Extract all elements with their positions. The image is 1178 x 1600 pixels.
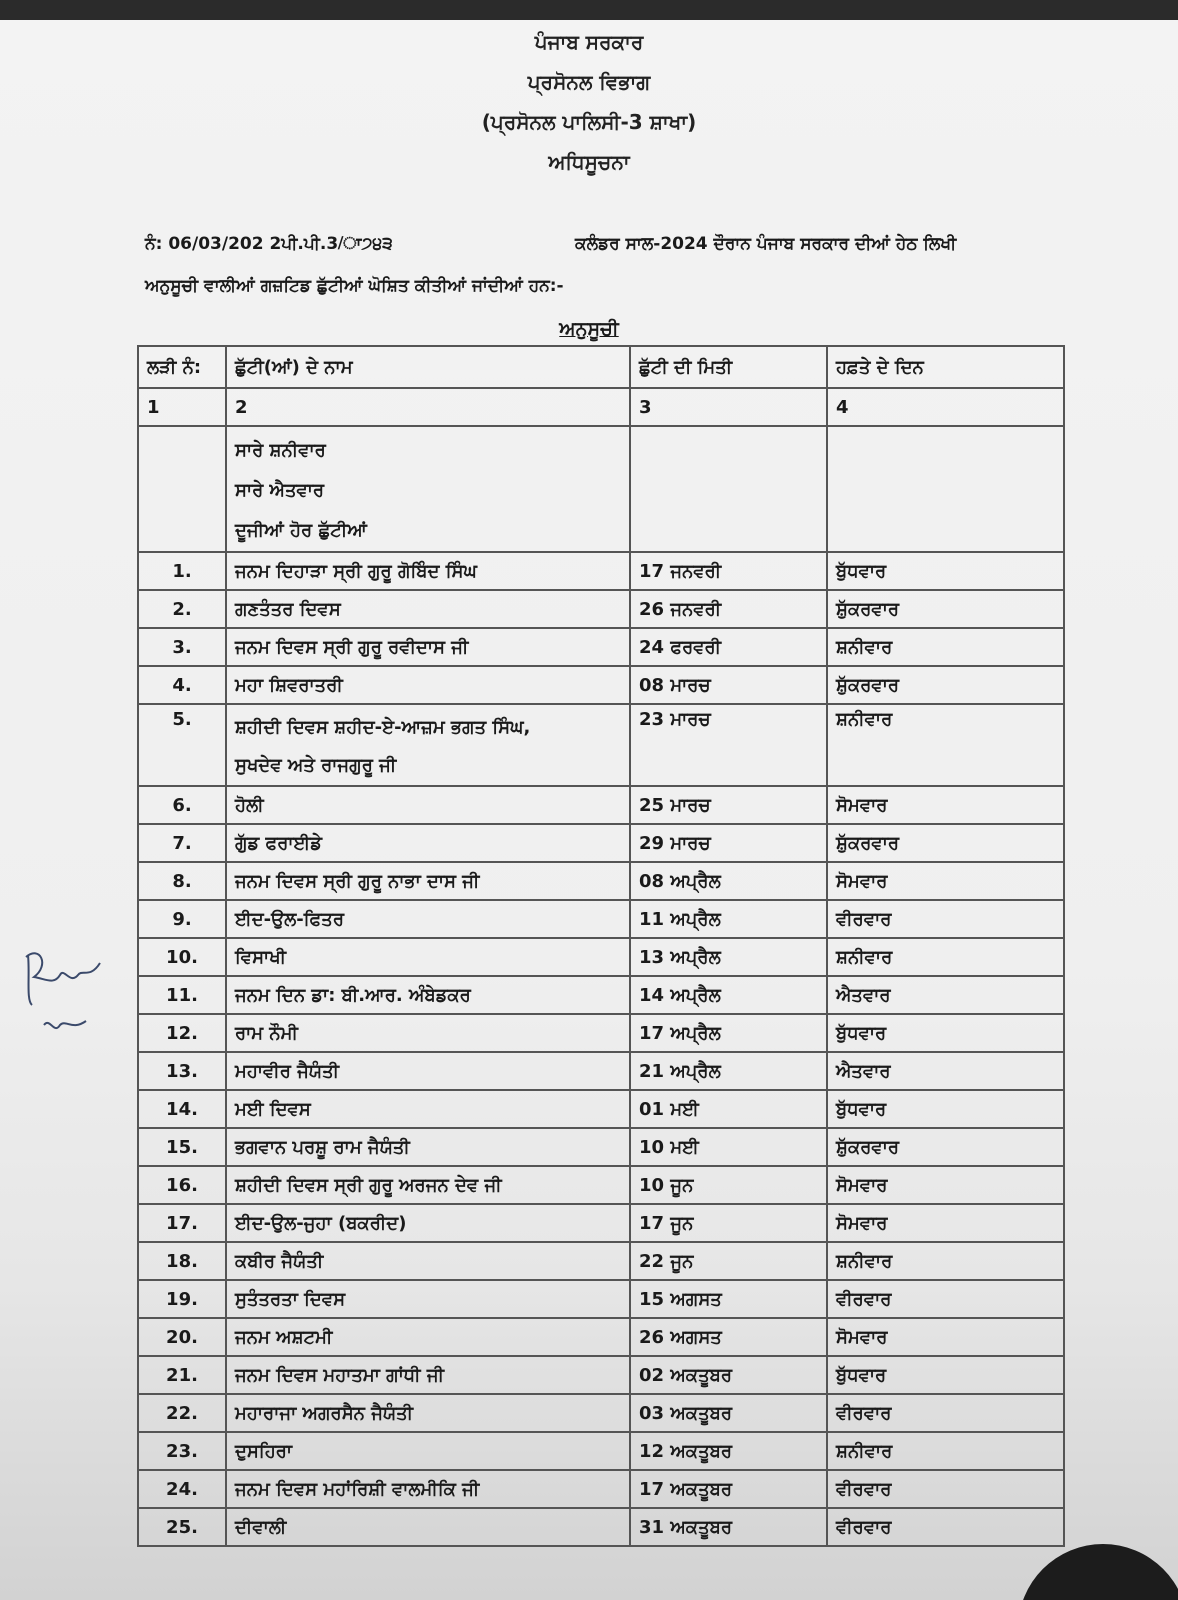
holiday-name-cell: ਸੁਤੰਤਰਤਾ ਦਿਵਸ bbox=[226, 1280, 630, 1318]
header-line-3: (ਪ੍ਰਸੋਨਲ ਪਾਲਿਸੀ-3 ਸ਼ਾਖਾ) bbox=[481, 110, 697, 134]
holiday-name-cell: ਜਨਮ ਦਿਵਸ ਸ੍ਰੀ ਗੁਰੂ ਰਵੀਦਾਸ ਜੀ bbox=[226, 628, 630, 666]
serial-cell: 5. bbox=[138, 704, 226, 786]
holiday-name-cell: ਜਨਮ ਦਿਵਸ ਮਹਾਤਮਾ ਗਾਂਧੀ ਜੀ bbox=[226, 1356, 630, 1394]
table-row bbox=[138, 824, 1064, 862]
table-row bbox=[138, 628, 1064, 666]
holiday-date-cell: 25 ਮਾਰਚ bbox=[630, 786, 827, 824]
holiday-date-cell: 17 ਅਕਤੂਬਰ bbox=[630, 1470, 827, 1508]
table-row bbox=[138, 590, 1064, 628]
holiday-date-cell: 08 ਅਪ੍ਰੈਲ bbox=[630, 862, 827, 900]
serial-cell: 8. bbox=[138, 862, 226, 900]
serial-cell: 10. bbox=[138, 938, 226, 976]
serial-cell: 24. bbox=[138, 1470, 226, 1508]
header-line-4: ਅਧਿਸੂਚਨਾ bbox=[548, 150, 630, 174]
header-name: ਛੁੱਟੀ(ਆਂ) ਦੇ ਨਾਮ bbox=[226, 346, 630, 388]
serial-cell: 16. bbox=[138, 1166, 226, 1204]
holiday-date-cell: 01 ਮਈ bbox=[630, 1090, 827, 1128]
holiday-date-cell: 10 ਮਈ bbox=[630, 1128, 827, 1166]
serial-cell: 11. bbox=[138, 976, 226, 1014]
holiday-date-cell: 17 ਜਨਵਰੀ bbox=[630, 552, 827, 590]
holiday-name-cell: ਮਹਾਰਾਜਾ ਅਗਰਸੈਨ ਜੈਯੰਤੀ bbox=[226, 1394, 630, 1432]
weekday-cell: ਸੋਮਵਾਰ bbox=[827, 1166, 1064, 1204]
weekday-cell: ਐਤਵਾਰ bbox=[827, 976, 1064, 1014]
header-date: ਛੁੱਟੀ ਦੀ ਮਿਤੀ bbox=[630, 346, 827, 388]
weekday-cell: ਵੀਰਵਾਰ bbox=[827, 1280, 1064, 1318]
reference-text-line-2: ਅਨੁਸੂਚੀ ਵਾਲੀਆਂ ਗਜ਼ਟਿਡ ਛੁੱਟੀਆਂ ਘੋਸ਼ਿਤ ਕੀਤੀਆਂ ਜਾਂਦੀਆਂ ਹਨ:- bbox=[145, 276, 564, 296]
holiday-date-cell: 26 ਜਨਵਰੀ bbox=[630, 590, 827, 628]
weekday-cell: ਸ਼ੁੱਕਰਵਾਰ bbox=[827, 824, 1064, 862]
holiday-date-cell: 29 ਮਾਰਚ bbox=[630, 824, 827, 862]
general-item: ਸਾਰੇ ਐਤਵਾਰ bbox=[235, 480, 325, 501]
holiday-name-cell: ਈਦ-ਉਲ-ਜੁਹਾ (ਬਕਰੀਦ) bbox=[226, 1204, 630, 1242]
holiday-name-cell: ਮਈ ਦਿਵਸ bbox=[226, 1090, 630, 1128]
weekday-cell: ਸ਼ਨੀਵਾਰ bbox=[827, 1432, 1064, 1470]
holiday-name-cell: ਭਗਵਾਨ ਪਰਸ਼ੂ ਰਾਮ ਜੈਯੰਤੀ bbox=[226, 1128, 630, 1166]
serial-cell: 2. bbox=[138, 590, 226, 628]
weekday-cell: ਵੀਰਵਾਰ bbox=[827, 1508, 1064, 1546]
holiday-name-cell: ਦੀਵਾਲੀ bbox=[226, 1508, 630, 1546]
table-row bbox=[138, 862, 1064, 900]
table-row bbox=[138, 1508, 1064, 1546]
table-row bbox=[138, 666, 1064, 704]
table-row bbox=[138, 704, 1064, 786]
serial-cell: 7. bbox=[138, 824, 226, 862]
table-row bbox=[138, 1318, 1064, 1356]
weekday-cell: ਵੀਰਵਾਰ bbox=[827, 900, 1064, 938]
serial-cell: 22. bbox=[138, 1394, 226, 1432]
weekday-cell: ਵੀਰਵਾਰ bbox=[827, 1394, 1064, 1432]
weekday-cell: ਐਤਵਾਰ bbox=[827, 1052, 1064, 1090]
index-cell: 4 bbox=[827, 388, 1064, 426]
holiday-name-cell: ਰਾਮ ਨੌਮੀ bbox=[226, 1014, 630, 1052]
table-row bbox=[138, 1394, 1064, 1432]
general-holidays-row bbox=[138, 426, 1064, 552]
table-row bbox=[138, 1204, 1064, 1242]
holiday-name-cell: ਦੁਸਹਿਰਾ bbox=[226, 1432, 630, 1470]
table-row bbox=[138, 1128, 1064, 1166]
holiday-name-cell: ਗਣਤੰਤਰ ਦਿਵਸ bbox=[226, 590, 630, 628]
table-row bbox=[138, 938, 1064, 976]
handwritten-signature bbox=[20, 945, 120, 1055]
holiday-name-cell: ਹੋਲੀ bbox=[226, 786, 630, 824]
holiday-name-cell: ਜਨਮ ਦਿਵਸ ਮਹਾਂਰਿਸ਼ੀ ਵਾਲਮੀਕਿ ਜੀ bbox=[226, 1470, 630, 1508]
holiday-name-cell: ਜਨਮ ਦਿਨ ਡਾ: ਬੀ.ਆਰ. ਅੰਬੇਡਕਰ bbox=[226, 976, 630, 1014]
weekday-cell: ਬੁੱਧਵਾਰ bbox=[827, 1014, 1064, 1052]
corner-overlay bbox=[1018, 1544, 1178, 1600]
serial-cell: 14. bbox=[138, 1090, 226, 1128]
serial-cell: 21. bbox=[138, 1356, 226, 1394]
holiday-name-cell: ਜਨਮ ਦਿਵਸ ਸ੍ਰੀ ਗੁਰੂ ਨਾਭਾ ਦਾਸ ਜੀ bbox=[226, 862, 630, 900]
holiday-date-cell: 08 ਮਾਰਚ bbox=[630, 666, 827, 704]
weekday-cell: ਸੋਮਵਾਰ bbox=[827, 1318, 1064, 1356]
holiday-date-cell: 31 ਅਕਤੂਬਰ bbox=[630, 1508, 827, 1546]
holiday-name-cell: ਜਨਮ ਅਸ਼ਟਮੀ bbox=[226, 1318, 630, 1356]
table-row bbox=[138, 1432, 1064, 1470]
weekday-cell: ਸੋਮਵਾਰ bbox=[827, 862, 1064, 900]
holiday-date-cell: 15 ਅਗਸਤ bbox=[630, 1280, 827, 1318]
schedule-title-text: ਅਨੁਸੂਚੀ bbox=[559, 318, 619, 340]
general-item: ਸਾਰੇ ਸ਼ਨੀਵਾਰ bbox=[235, 440, 326, 461]
serial-cell: 19. bbox=[138, 1280, 226, 1318]
weekday-cell: ਬੁੱਧਵਾਰ bbox=[827, 552, 1064, 590]
serial-cell: 13. bbox=[138, 1052, 226, 1090]
header-line-2: ਪ੍ਰਸੋਨਲ ਵਿਭਾਗ bbox=[527, 70, 651, 94]
weekday-cell: ਵੀਰਵਾਰ bbox=[827, 1470, 1064, 1508]
weekday-cell: ਸ਼ੁੱਕਰਵਾਰ bbox=[827, 590, 1064, 628]
serial-cell: 23. bbox=[138, 1432, 226, 1470]
serial-cell: 17. bbox=[138, 1204, 226, 1242]
holiday-name-cell: ਜਨਮ ਦਿਹਾੜਾ ਸ੍ਰੀ ਗੁਰੂ ਗੋਬਿੰਦ ਸਿੰਘ bbox=[226, 552, 630, 590]
holiday-name-cell: ਈਦ-ਉਲ-ਫਿਤਰ bbox=[226, 900, 630, 938]
table-row bbox=[138, 1470, 1064, 1508]
header-line-1: ਪੰਜਾਬ ਸਰਕਾਰ bbox=[534, 30, 644, 54]
holiday-date-cell: 14 ਅਪ੍ਰੈਲ bbox=[630, 976, 827, 1014]
serial-cell: 12. bbox=[138, 1014, 226, 1052]
reference-text: ਕਲੰਡਰ ਸਾਲ-2024 ਦੌਰਾਨ ਪੰਜਾਬ ਸਰਕਾਰ ਦੀਆਂ ਹੇਠ ਲਿਖੀ bbox=[575, 234, 957, 254]
table-row bbox=[138, 1242, 1064, 1280]
table-row bbox=[138, 786, 1064, 824]
weekday-cell: ਬੁੱਧਵਾਰ bbox=[827, 1356, 1064, 1394]
holiday-name-cell: ਸ਼ਹੀਦੀ ਦਿਵਸ ਸ੍ਰੀ ਗੁਰੂ ਅਰਜਨ ਦੇਵ ਜੀ bbox=[226, 1166, 630, 1204]
holiday-date-cell: 13 ਅਪ੍ਰੈਲ bbox=[630, 938, 827, 976]
header-serial: ਲੜੀ ਨੰ: bbox=[138, 346, 226, 388]
table-row bbox=[138, 1356, 1064, 1394]
table-row bbox=[138, 552, 1064, 590]
weekday-cell: ਸ਼ਨੀਵਾਰ bbox=[827, 1242, 1064, 1280]
holiday-name-line: ਸ਼ਹੀਦੀ ਦਿਵਸ ਸ਼ਹੀਦ-ਏ-ਆਜ਼ਮ ਭਗਤ ਸਿੰਘ, bbox=[235, 717, 531, 738]
holiday-date-cell: 17 ਅਪ੍ਰੈਲ bbox=[630, 1014, 827, 1052]
holiday-date-cell: 11 ਅਪ੍ਰੈਲ bbox=[630, 900, 827, 938]
holiday-date-cell: 23 ਮਾਰਚ bbox=[630, 704, 827, 786]
serial-cell: 18. bbox=[138, 1242, 226, 1280]
serial-cell: 6. bbox=[138, 786, 226, 824]
serial-cell: 9. bbox=[138, 900, 226, 938]
serial-cell: 15. bbox=[138, 1128, 226, 1166]
header-day: ਹਫ਼ਤੇ ਦੇ ਦਿਨ bbox=[827, 346, 1064, 388]
weekday-cell: ਸ਼ੁੱਕਰਵਾਰ bbox=[827, 666, 1064, 704]
index-cell: 3 bbox=[630, 388, 827, 426]
table-row bbox=[138, 900, 1064, 938]
table-row bbox=[138, 1280, 1064, 1318]
table-row bbox=[138, 1090, 1064, 1128]
weekday-cell: ਸ਼ੁੱਕਰਵਾਰ bbox=[827, 1128, 1064, 1166]
weekday-cell: ਸ਼ਨੀਵਾਰ bbox=[827, 938, 1064, 976]
serial-cell: 3. bbox=[138, 628, 226, 666]
serial-cell: 25. bbox=[138, 1508, 226, 1546]
weekday-cell: ਸੋਮਵਾਰ bbox=[827, 1204, 1064, 1242]
holiday-date-cell: 02 ਅਕਤੂਬਰ bbox=[630, 1356, 827, 1394]
table-row bbox=[138, 1014, 1064, 1052]
holiday-name-cell: ਮਹਾਵੀਰ ਜੈਯੰਤੀ bbox=[226, 1052, 630, 1090]
table-index-row bbox=[138, 388, 1064, 426]
serial-cell: 20. bbox=[138, 1318, 226, 1356]
schedule-title bbox=[0, 318, 1178, 340]
serial-cell: 1. bbox=[138, 552, 226, 590]
index-cell: 2 bbox=[226, 388, 630, 426]
table-row bbox=[138, 976, 1064, 1014]
general-item: ਦੂਜੀਆਂ ਹੋਰ ਛੁੱਟੀਆਂ bbox=[235, 520, 367, 541]
index-cell: 1 bbox=[138, 388, 226, 426]
table-row bbox=[138, 1052, 1064, 1090]
holiday-date-cell: 03 ਅਕਤੂਬਰ bbox=[630, 1394, 827, 1432]
holiday-date-cell: 24 ਫਰਵਰੀ bbox=[630, 628, 827, 666]
holiday-date-cell: 22 ਜੂਨ bbox=[630, 1242, 827, 1280]
weekday-cell: ਬੁੱਧਵਾਰ bbox=[827, 1090, 1064, 1128]
holiday-date-cell: 17 ਜੂਨ bbox=[630, 1204, 827, 1242]
holiday-name-cell bbox=[226, 704, 630, 786]
reference-number: ਨੰ: 06/03/202 2ਪੀ.ਪੀ.3/ਾ੭੪੩ bbox=[145, 234, 393, 254]
holiday-name-cell: ਗੁੱਡ ਫਰਾਈਡੇ bbox=[226, 824, 630, 862]
document-page bbox=[0, 20, 1178, 1600]
serial-cell: 4. bbox=[138, 666, 226, 704]
holiday-name-cell: ਵਿਸਾਖੀ bbox=[226, 938, 630, 976]
holiday-date-cell: 10 ਜੂਨ bbox=[630, 1166, 827, 1204]
weekday-cell: ਸ਼ਨੀਵਾਰ bbox=[827, 704, 1064, 786]
weekday-cell: ਸੋਮਵਾਰ bbox=[827, 786, 1064, 824]
holiday-date-cell: 21 ਅਪ੍ਰੈਲ bbox=[630, 1052, 827, 1090]
table-header-row bbox=[138, 346, 1064, 388]
holiday-name-cell: ਮਹਾ ਸ਼ਿਵਰਾਤਰੀ bbox=[226, 666, 630, 704]
top-bar bbox=[0, 0, 1178, 20]
table-row bbox=[138, 1166, 1064, 1204]
holiday-date-cell: 26 ਅਗਸਤ bbox=[630, 1318, 827, 1356]
holiday-date-cell: 12 ਅਕਤੂਬਰ bbox=[630, 1432, 827, 1470]
holiday-name-line: ਸੁਖਦੇਵ ਅਤੇ ਰਾਜਗੁਰੂ ਜੀ bbox=[235, 755, 397, 776]
holiday-name-cell: ਕਬੀਰ ਜੈਯੰਤੀ bbox=[226, 1242, 630, 1280]
holiday-table bbox=[137, 345, 1065, 1547]
weekday-cell: ਸ਼ਨੀਵਾਰ bbox=[827, 628, 1064, 666]
